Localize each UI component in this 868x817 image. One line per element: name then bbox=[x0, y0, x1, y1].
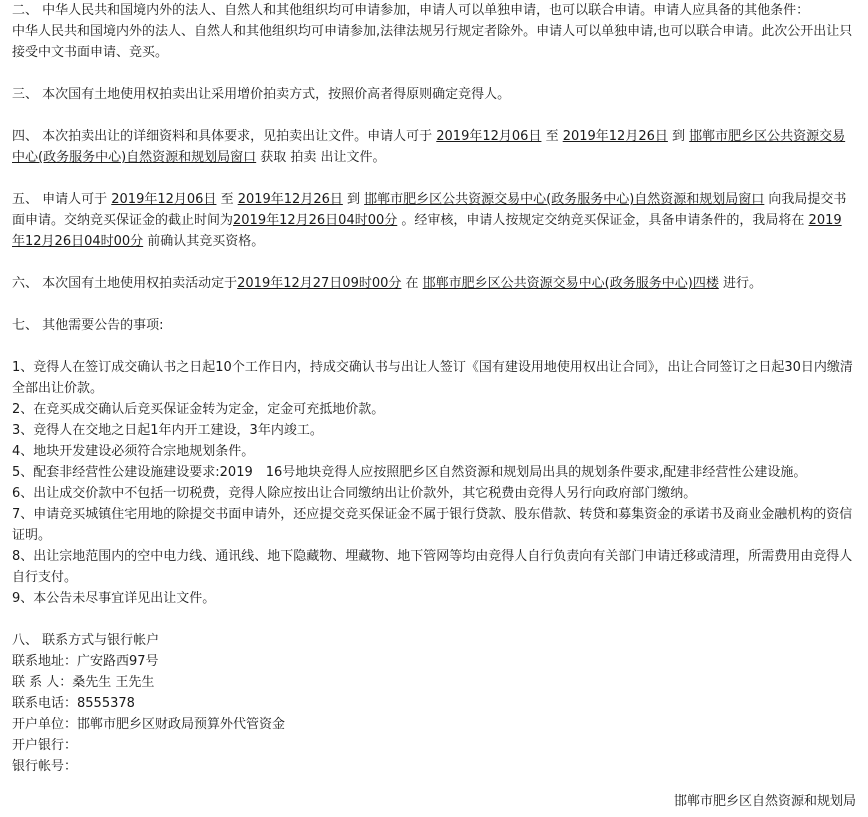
section-6-mid: 在 bbox=[401, 276, 423, 291]
contact-phone: 联系电话：8555378 bbox=[12, 696, 135, 711]
section-6-prefix: 六、 本次国有土地使用权拍卖活动定于 bbox=[12, 276, 238, 291]
section-5-start-date: 2019年12月06日 bbox=[111, 192, 217, 207]
section-7-item: 1、竞得人在签订成交确认书之日起10个工作日内，持成交确认书与出让人签订《国有建设用地使用权出让合同》，出让合同签订之日起30日内缴清全部出让价款。 bbox=[12, 360, 853, 396]
announcement-body bbox=[12, 0, 854, 777]
section-5-application bbox=[12, 189, 854, 252]
section-7-item: 3、竞得人在交地之日起1年内开工建设，3年内竣工。 bbox=[12, 423, 323, 438]
section-7-item: 4、地块开发建设必须符合宗地规划条件。 bbox=[12, 444, 255, 459]
section-2-conditions: 二、 中华人民共和国境内外的法人、自然人和其他组织均可申请参加，申请人可以单独申请，也可以联合申请。申请人应具备的其他条件： bbox=[12, 3, 810, 18]
section-5-end-date: 2019年12月26日 bbox=[237, 192, 343, 207]
section-5-location: 邯郸市肥乡区公共资源交易中心(政务服务中心)自然资源和规划局窗口 bbox=[364, 192, 765, 207]
contact-address: 联系地址：广安路西97号 bbox=[12, 654, 159, 669]
account-unit: 开户单位：邯郸市肥乡区财政局预算外代管资金 bbox=[12, 717, 286, 732]
section-7-item: 6、出让成交价款中不包括一切税费，竞得人除应按出让合同缴纳出让价款外，其它税费由竞得人另行向政府部门缴纳。 bbox=[12, 486, 697, 501]
section-8-title: 八、 联系方式与银行帐户 bbox=[12, 633, 160, 648]
section-4-start-date: 2019年12月06日 bbox=[436, 129, 542, 144]
section-6-location: 邯郸市肥乡区公共资源交易中心(政务服务中心)四楼 bbox=[422, 276, 719, 291]
section-7-item: 2、在竞买成交确认后竞买保证金转为定金，定金可充抵地价款。 bbox=[12, 402, 385, 417]
section-6-auction-time bbox=[12, 273, 854, 294]
account-bank: 开户银行： bbox=[12, 738, 78, 753]
section-4-end-date: 2019年12月26日 bbox=[562, 129, 668, 144]
section-4-to2: 到 bbox=[667, 129, 690, 144]
section-6-time: 2019年12月27日09时00分 bbox=[237, 276, 402, 291]
section-5-prefix: 五、 申请人可于 bbox=[12, 192, 112, 207]
section-5-to2: 到 bbox=[342, 192, 365, 207]
section-5-suffix: 前确认其竞买资格。 bbox=[143, 234, 265, 249]
section-7-item: 7、申请竞买城镇住宅用地的除提交书面申请外，还应提交竞买保证金不属于银行贷款、股东借款、转贷和募集资金的承诺书及商业金融机构的资信证明。 bbox=[12, 507, 853, 543]
section-6-suffix: 进行。 bbox=[718, 276, 762, 291]
section-4-to1: 至 bbox=[541, 129, 563, 144]
section-3-auction-method: 三、 本次国有土地使用权拍卖出让采用增价拍卖方式，按照价高者得原则确定竞得人。 bbox=[12, 87, 511, 102]
section-5-to1: 至 bbox=[216, 192, 238, 207]
section-4-documents bbox=[12, 126, 854, 168]
section-2-detail: 中华人民共和国境内外的法人、自然人和其他组织均可申请参加,法律法规另行规定者除外。申请人可以单独申请,也可以联合申请。此次公开出让只接受中文书面申请、竞买。 bbox=[12, 24, 853, 60]
account-number: 银行帐号： bbox=[12, 759, 78, 774]
section-7-item: 8、出让宗地范围内的空中电力线、通讯线、地下隐藏物、埋藏物、地下管网等均由竞得人自行负责向有关部门申请迁移或清理，所需费用由竞得人自行支付。 bbox=[12, 549, 853, 585]
contact-person: 联 系 人：桑先生 王先生 bbox=[12, 675, 155, 690]
section-5-deadline: 2019年12月26日04时00分 bbox=[233, 213, 398, 228]
section-5-mid1: 向我局提交书面申请。交纳竞买保证金的截止时间为 bbox=[12, 192, 847, 228]
issuer-signature: 邯郸市肥乡区自然资源和规划局 bbox=[673, 794, 856, 809]
section-4-suffix: 获取 拍卖 出让文件。 bbox=[256, 150, 386, 165]
section-4-location: 邯郸市肥乡区公共资源交易中心(政务服务中心)自然资源和规划局窗口 bbox=[12, 129, 846, 165]
section-5-mid2: 。经审核，申请人按规定交纳竞买保证金，具备申请条件的，我局将在 bbox=[397, 213, 809, 228]
section-7-title: 七、 其他需要公告的事项: bbox=[12, 318, 164, 333]
section-5-confirm-time: 2019年12月26日04时00分 bbox=[12, 213, 842, 249]
section-4-prefix: 四、 本次拍卖出让的详细资料和具体要求，见拍卖出让文件。申请人可于 bbox=[12, 129, 437, 144]
section-7-item: 5、配套非经营性公建设施建设要求:2019 16号地块竞得人应按照肥乡区自然资源和规划局出具的规划条件要求,配建非经营性公建设施。 bbox=[12, 465, 807, 480]
section-7-item: 9、本公告未尽事宜详见出让文件。 bbox=[12, 591, 216, 606]
